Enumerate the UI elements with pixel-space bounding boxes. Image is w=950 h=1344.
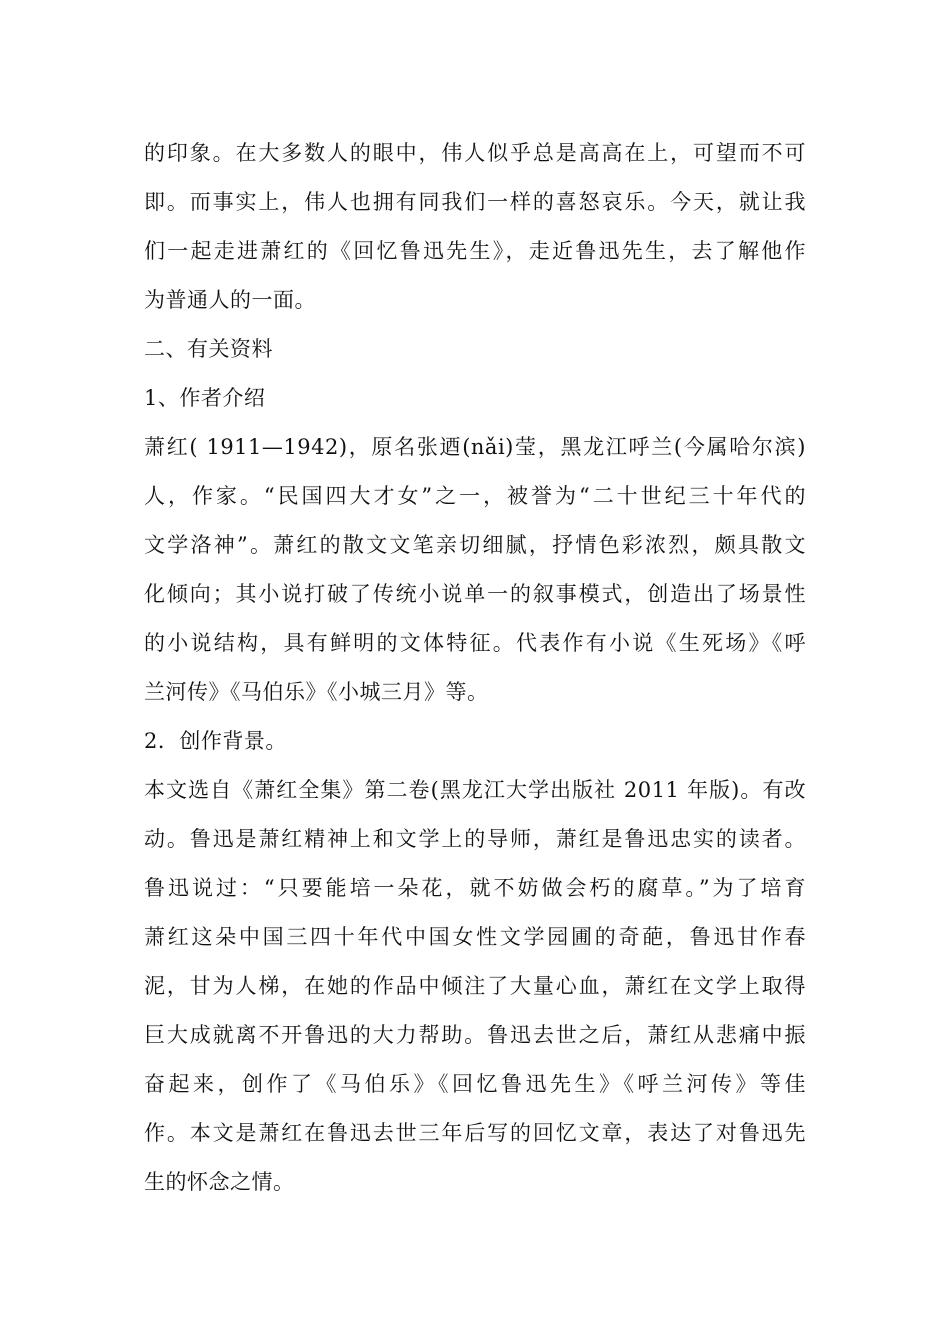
subsection-heading: 1、作者介绍 <box>144 386 266 410</box>
text-line: 人，作家。“民国四大才女”之一，被誉为“二十世纪三十年代的 <box>144 484 806 508</box>
section-heading: 二、有关资料 <box>144 337 273 361</box>
document-body <box>144 129 806 1207</box>
text-line: 的小说结构，具有鲜明的文体特征。代表作有小说《生死场》《呼 <box>144 631 806 655</box>
text-line: 为普通人的一面。 <box>144 288 316 312</box>
text-line: 巨大成就离不开鲁迅的大力帮助。鲁迅去世之后，萧红从悲痛中振 <box>144 1023 806 1047</box>
text-line: 的印象。在大多数人的眼中，伟人似乎总是高高在上，可望而不可 <box>144 141 806 165</box>
text-line: 文学洛神”。萧红的散文文笔亲切细腻，抒情色彩浓烈，颇具散文 <box>144 533 806 557</box>
text-line: 即。而事实上，伟人也拥有同我们一样的喜怒哀乐。今天，就让我 <box>144 190 806 214</box>
text-line: 动。鲁迅是萧红精神上和文学上的导师，萧红是鲁迅忠实的读者。 <box>144 827 806 851</box>
text-line: 化倾向；其小说打破了传统小说单一的叙事模式，创造出了场景性 <box>144 582 806 606</box>
subsection-heading: 2．创作背景。 <box>144 729 287 753</box>
text-line: 兰河传》《马伯乐》《小城三月》等。 <box>144 680 489 704</box>
text-line: 萧红这朵中国三四十年代中国女性文学园圃的奇葩，鲁迅甘作春 <box>144 925 806 949</box>
text-line: 作。本文是萧红在鲁迅去世三年后写的回忆文章，表达了对鲁迅先 <box>144 1121 806 1145</box>
text-line: 鲁迅说过：“只要能培一朵花，就不妨做会朽的腐草。”为了培育 <box>144 876 806 900</box>
text-line: 泥，甘为人梯，在她的作品中倾注了大量心血，萧红在文学上取得 <box>144 974 806 998</box>
text-line: 生的怀念之情。 <box>144 1170 295 1194</box>
text-line: 本文选自《萧红全集》第二卷(黑龙江大学出版社 2011 年版)。有改 <box>144 778 806 802</box>
text-line: 们一起走进萧红的《回忆鲁迅先生》，走近鲁迅先生，去了解他作 <box>144 239 806 263</box>
text-line: 奋起来，创作了《马伯乐》《回忆鲁迅先生》《呼兰河传》等佳 <box>144 1072 806 1096</box>
text-line: 萧红( 1911—1942)，原名张迺(nǎi)莹，黑龙江呼兰(今属哈尔滨) <box>144 435 806 459</box>
